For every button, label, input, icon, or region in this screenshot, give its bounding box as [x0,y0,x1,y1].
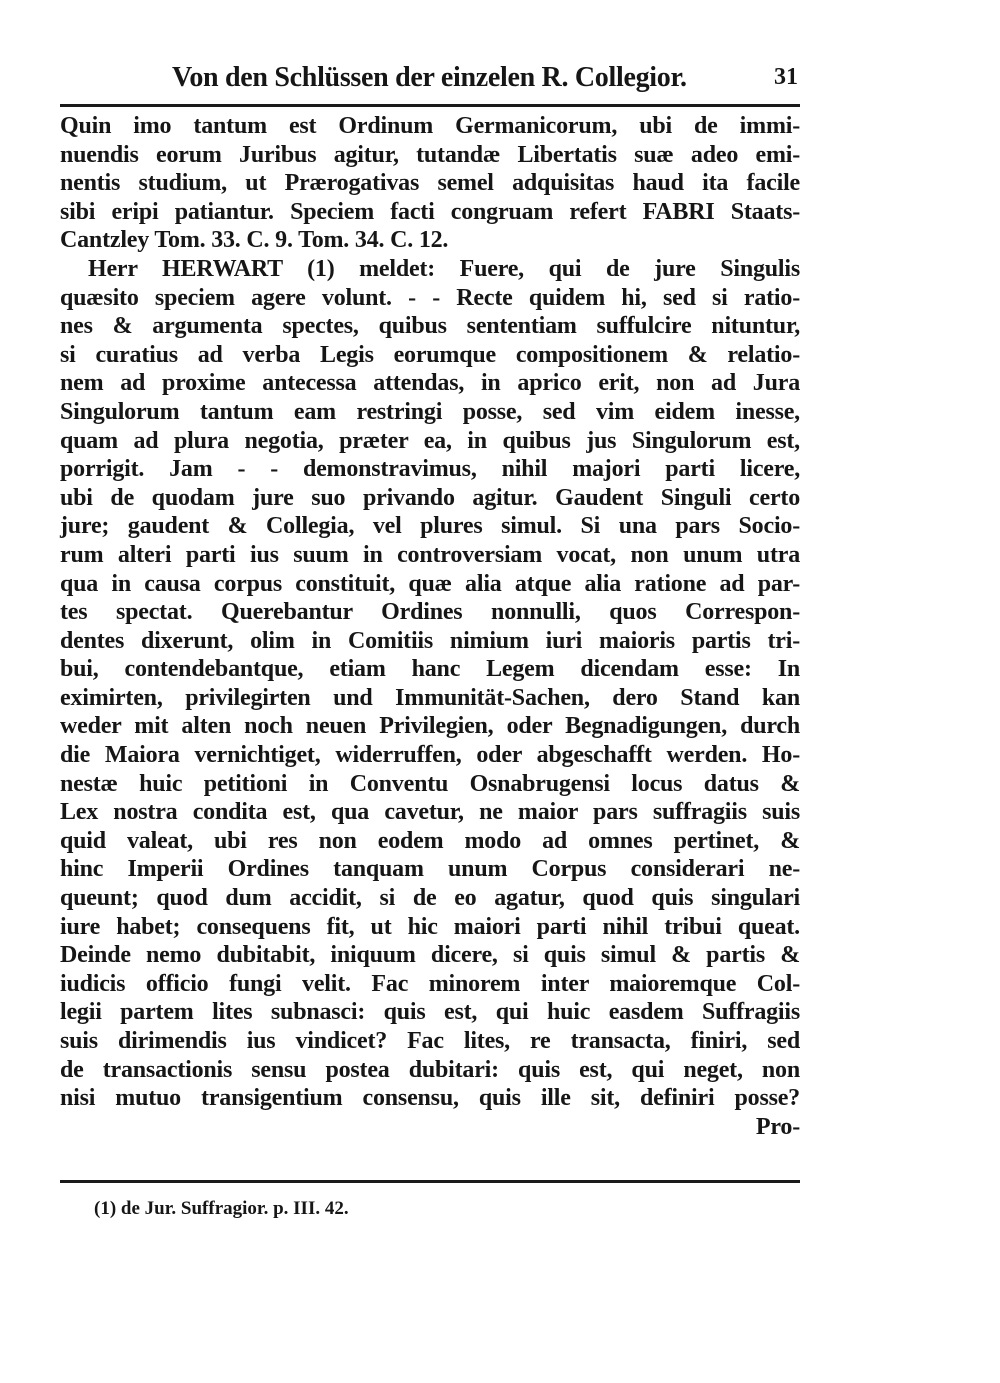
text-line: Quin imo tantum est Ordinum Germanicorum, ubi de immi- [60,113,800,139]
header-rule [60,104,800,107]
text-line: tes spectat. Querebantur Ordines nonnulli, quos Correspon- [60,599,800,626]
text-line: quæsito speciem agere volunt. - - Recte quidem hi, sed si ratio- [60,284,800,311]
text-line: nuendis eorum Juribus agitur, tutandæ Libertatis suæ adeo emi- [60,141,800,168]
text-line: Cantzley Tom. 33. C. 9. Tom. 34. C. 12. [60,227,449,254]
text-line: nentis studium, ut Prærogativas semel adquisitas haud ita facile [60,170,800,197]
text-line: bui, contendebantque, etiam hanc Legem dicendam esse: In [60,656,800,683]
text-line: nestæ huic petitioni in Conventu Osnabrugensi locus datus & [60,770,800,797]
text-line: Singulorum tantum eam restringi posse, sed vim eidem inesse, [60,398,800,425]
text-line: de transactionis sensu postea dubitari: quis est, qui neget, non [60,1056,800,1083]
body-text [60,112,800,1141]
text-line: iudicis officio fungi velit. Fac minorem inter maioremque Col- [60,970,800,997]
catchword: Pro- [755,1113,800,1140]
text-line: sibi eripi patiantur. Speciem facti congruam refert FABRI Staats- [60,198,800,225]
text-line: si curatius ad verba Legis eorumque compositionem & relatio- [60,341,800,368]
footnote-rule [60,1180,800,1183]
text-line: jure; gaudent & Collegia, vel plures simul. Si una pars Socio- [60,513,800,540]
text-line: Lex nostra condita est, qua cavetur, ne maior pars suffragiis suis [60,799,800,826]
text-line: weder mit alten noch neuen Privilegien, oder Begnadigungen, durch [60,713,800,740]
text-line: hinc Imperii Ordines tanquam unum Corpus considerari ne- [60,856,800,883]
text-line: ubi de quodam jure suo privando agitur. Gaudent Singuli certo [60,484,800,511]
running-title: Von den Schlüssen der einzelen R. Collegior. [172,62,687,93]
footnote: (1) de Jur. Suffragior. p. III. 42. [94,1198,349,1219]
page-number: 31 [774,64,798,90]
text-line: dentes dixerunt, olim in Comitiis nimium iuri maioris partis tri- [60,627,800,654]
text-line: nisi mutuo transigentium consensu, quis ille sit, definiri posse? [60,1085,800,1112]
text-line: legii partem lites subnasci: quis est, qui huic easdem Suffragiis [60,999,800,1026]
text-line: eximirten, privilegirten und Immunität-Sachen, dero Stand kan [60,684,800,711]
text-line: iure habet; consequens fit, ut hic maiori parti nihil tribui queat. [60,913,800,940]
text-line: suis dirimendis ius vindicet? Fac lites, re transacta, finiri, sed [60,1028,800,1054]
text-line: nes & argumenta spectes, quibus sententiam suffulcire nituntur, [60,313,800,340]
text-line: Herr HERWART (1) meldet: Fuere, qui de jure Singulis [88,255,800,282]
text-line: rum alteri parti ius suum in controversiam vocat, non unum utra [60,541,800,568]
text-line: quid valeat, ubi res non eodem modo ad omnes pertinet, & [60,827,800,854]
text-line: qua in causa corpus constituit, quæ alia atque alia ratione ad par- [60,570,800,597]
text-line: Deinde nemo dubitabit, iniquum dicere, si quis simul & partis & [60,942,800,969]
text-line: nem ad proxime antecessa attendas, in aprico erit, non ad Jura [60,370,800,397]
text-line: die Maiora vernichtiget, widerruffen, oder abgeschafft werden. Ho- [60,742,800,769]
text-line: quam ad plura negotia, præter ea, in quibus jus Singulorum est, [60,427,800,454]
running-head [160,58,800,98]
text-line: porrigit. Jam - - demonstravimus, nihil majori parti licere, [60,456,800,483]
text-line: queunt; quod dum accidit, si de eo agatur, quod quis singulari [60,885,800,912]
